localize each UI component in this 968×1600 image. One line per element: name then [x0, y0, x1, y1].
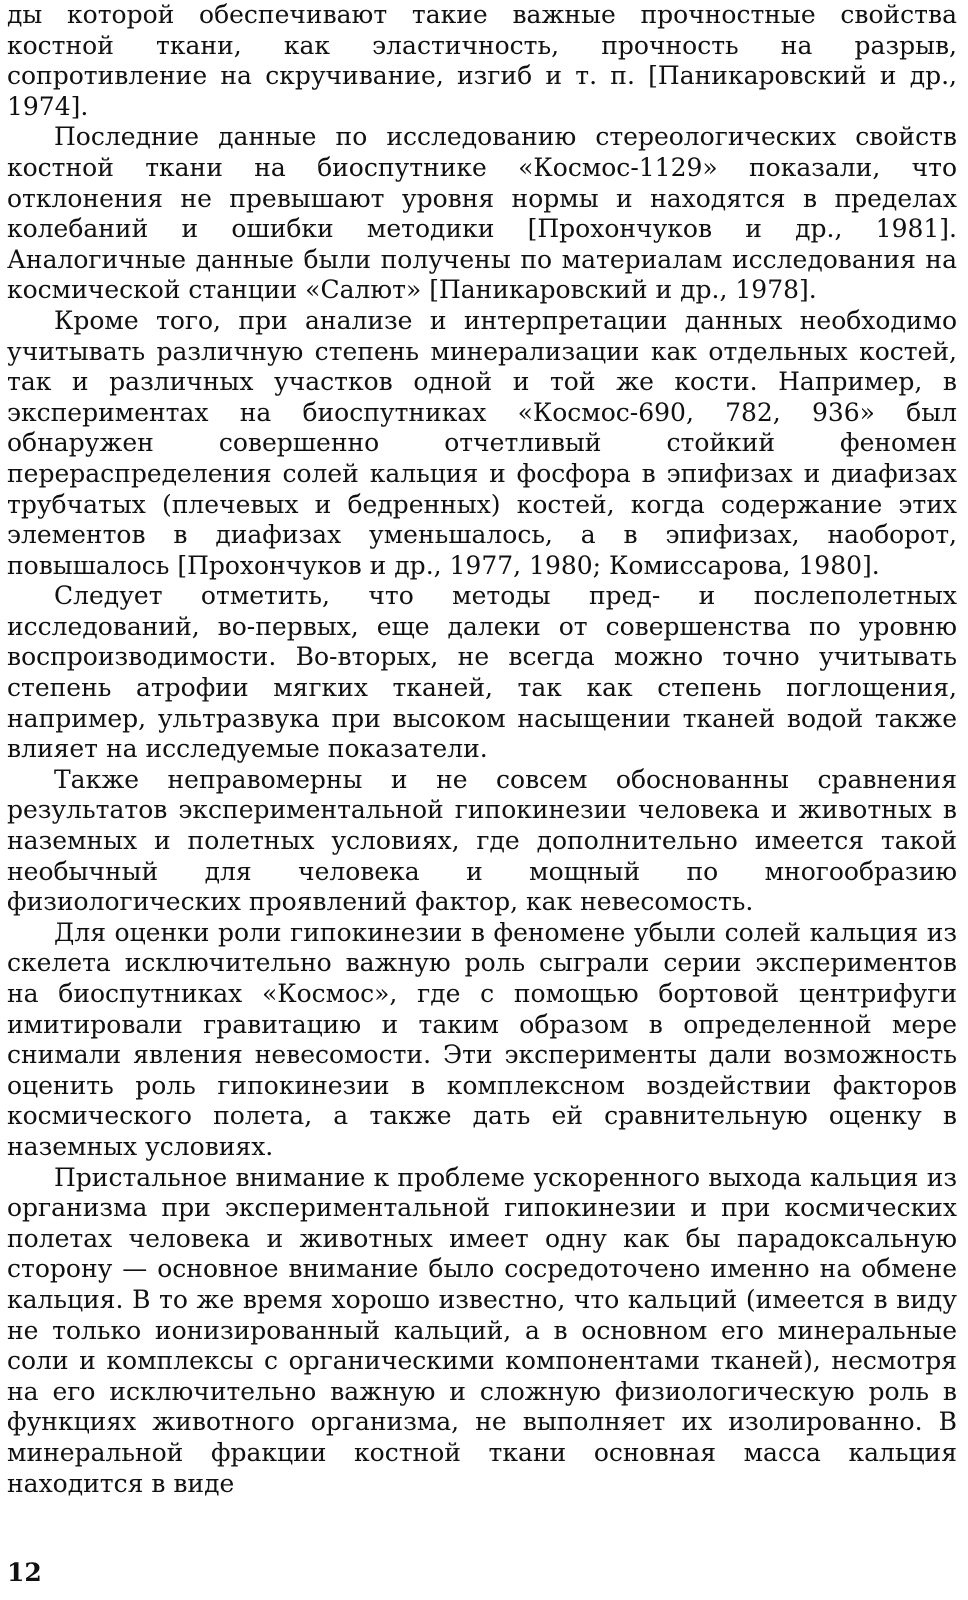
paragraph-comparison: Также неправомерны и не совсем обоснованны сравнения результатов экспериментальной гипокинезии человека и животных в наземных и полетных условиях, где дополнительно имеется такой необычный для человека и мощный по многообразию физиологических проявлений фактор, как невесомость. — [7, 764, 957, 917]
paragraph-calcium-attention: Пристальное внимание к проблеме ускоренного выхода кальция из организма при экспериментальной гипокинезии и при космических полетах человека и животных имеет одну как бы парадоксальную сторону — основное внимание было сосредоточено именно на обмене кальция. В то же время хорошо известно, что кальций (имеется в виду не только ионизированный кальций, а в основном его минеральные соли и комплексы с органическими компонентами тканей), несмотря на его исключительно важную и сложную физиологическую роль в функциях животного организма, не выполняет их изолированно. В минеральной фракции костной ткани основная масса кальция находится в виде — [7, 1162, 957, 1498]
page-number: 12 — [7, 1558, 42, 1587]
paragraph-hypokinesia-role: Для оценки роли гипокинезии в феномене убыли солей кальция из скелета исключительно важную роль сыграли серии экспериментов на биоспутниках «Космос», где с помощью бортовой центрифуги имитировали гравитацию и таким образом в определенной мере снимали явления невесомости. Эти эксперименты дали возможность оценить роль гипокинезии в комплексном воздействии факторов космического полета, а также дать ей сравнительную оценку в наземных условиях. — [7, 917, 957, 1161]
paragraph-continuation: ды которой обеспечивают такие важные прочностные свойства костной ткани, как эластичность, прочность на разрыв, сопротивление на скручивание, изгиб и т. п. [Паникаровский и др., 1974]. — [7, 0, 957, 121]
paragraph-mineralization: Кроме того, при анализе и интерпретации данных необходимо учитывать различную степень минерализации как отдельных костей, так и различных участков одной и той же кости. Например, в экспериментах на биоспутниках «Космос-690, 782, 936» был обнаружен совершенно отчетливый стойкий феномен перераспределения солей кальция и фосфора в эпифизах и диафизах трубчатых (плечевых и бедренных) костей, когда содержание этих элементов в диафизах уменьшалось, а в эпифизах, наоборот, повышалось [Прохончуков и др., 1977, 1980; Комиссарова, 1980]. — [7, 305, 957, 580]
document-page — [7, 0, 957, 1499]
paragraph-stereology: Последние данные по исследованию стереологических свойств костной ткани на биоспутнике «Космос-1129» показали, что отклонения не превышают уровня нормы и находятся в пределах колебаний и ошибки методики [Прохончуков и др., 1981]. Аналогичные данные были получены по материалам исследования на космической станции «Салют» [Паникаровский и др., 1978]. — [7, 122, 957, 305]
paragraph-methods: Следует отметить, что методы пред- и послеполетных исследований, во-первых, еще далеки от совершенства по уровню воспроизводимости. Во-вторых, не всегда можно точно учитывать степень атрофии мягких тканей, так как степень поглощения, например, ультразвука при высоком насыщении тканей водой также влияет на исследуемые показатели. — [7, 581, 957, 764]
